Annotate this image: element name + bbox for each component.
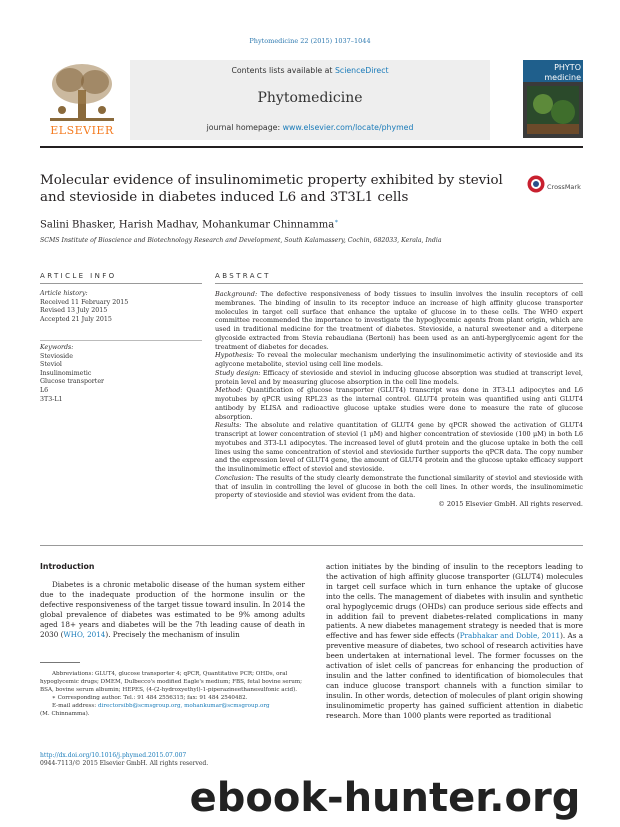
history-received: Received 11 February 2015 xyxy=(40,298,129,306)
abstract-section-label: Method: xyxy=(215,386,243,395)
issn-line: 0944-7113/© 2015 Elsevier GmbH. All rights reserved. xyxy=(40,760,209,767)
keyword-item: Steviol xyxy=(40,361,62,369)
crossmark-label[interactable]: CrossMark xyxy=(547,183,581,191)
article-info-rule xyxy=(40,283,202,284)
email-name: (M. Chinnamma). xyxy=(40,711,90,717)
homepage-line xyxy=(130,123,490,132)
history-accepted: Accepted 21 July 2015 xyxy=(40,315,112,323)
footnote-rule xyxy=(40,662,80,663)
body-separator-rule xyxy=(40,545,583,546)
journal-name: Phytomedicine xyxy=(257,90,363,106)
abstract-results xyxy=(215,421,583,474)
contents-line xyxy=(130,66,490,75)
email-footnote xyxy=(40,702,305,710)
keywords xyxy=(40,344,202,404)
history-label: Article history: xyxy=(40,290,88,297)
intro-text: ). Precisely the mechanism of insulin xyxy=(105,629,240,639)
abstract-section-label: Background: xyxy=(215,290,258,298)
affiliation: SCMS Institute of Bioscience and Biotechnology Research and Development, South Kalamassery, Cochin, 682033, Kerala, India xyxy=(40,237,442,244)
email-prefix: E-mail address: xyxy=(52,703,98,709)
authors-text: Salini Bhasker, Harish Madhav, Mohankumar Chinnamma xyxy=(40,219,335,231)
cover-image xyxy=(527,86,579,134)
keyword-item: L6 xyxy=(40,386,49,394)
abbreviations-footnote: Abbreviations: GLUT4, glucose transporter 4; qPCR, Quantitative PCR; OHDs, oral hypoglycemic drugs; DMEM, Dulbecco's modified Eagle's medium; FBS, fetal bovine serum; BSA, bovine serum albumin; HEPES, (4-(2-hydroxyethyl)-1-piperazineethanesulfonic acid). xyxy=(40,671,303,693)
homepage-prefix: journal homepage: xyxy=(206,123,283,132)
abstract-conclusion xyxy=(215,474,583,500)
journal-reference[interactable]: Phytomedicine 22 (2015) 1037–1044 xyxy=(249,37,371,45)
keyword-item: Insulinomimetic xyxy=(40,369,92,377)
abstract-section-text: Efficacy of stevioside and steviol in inducing glucose absorption was studied at transcript level, protein level and by measuring glucose absorption in the cell line models. xyxy=(215,368,583,386)
homepage-link[interactable]: www.elsevier.com/locate/phymed xyxy=(282,123,414,132)
abstract-background xyxy=(215,290,583,351)
abstract-method xyxy=(215,386,583,421)
abstract-body xyxy=(215,290,583,509)
abstract-study-design xyxy=(215,369,583,387)
history-revised: Revised 13 July 2015 xyxy=(40,307,108,315)
header-rule xyxy=(40,146,583,148)
abstract-section-text: The results of the study clearly demonstrate the functional similarity of steviol and stevioside with that of insulin in controlling the level of glucose in both the cell lines. In other words, the insulinomimetic property of stevioside and steviol was evident from the data. xyxy=(215,473,583,500)
keywords-label: Keywords: xyxy=(40,344,74,351)
email-links[interactable]: directorsibb@scmsgroup.org, mohankumar@scmsgroup.org xyxy=(97,703,270,709)
keyword-item: Glucose transporter xyxy=(40,378,105,386)
article-title: Molecular evidence of insulinomimetic property exhibited by steviol and stevioside in diabetes induced L6 and 3T3L1 cells xyxy=(40,173,503,205)
citation-link[interactable]: WHO, 2014 xyxy=(63,629,106,639)
abstract-heading: ABSTRACT xyxy=(215,272,271,280)
abstract-hypothesis xyxy=(215,351,583,369)
intro-text: Diabetes is a chronic metabolic disease of the human system either due to the inadequate production of the hormone insulin or the defective responsiveness of the target tissue toward insulin. In 2014 the global prevalence of diabetes was estimated to be 9% among adults aged 18+ years and diabetes will be the 7th leading cause of death in 2030 ( xyxy=(40,580,305,639)
abstract-section-label: Results: xyxy=(215,421,242,430)
keywords-rule xyxy=(40,340,202,341)
body-right-column xyxy=(326,562,583,721)
cover-title-line-2: medicine xyxy=(544,73,581,82)
corresponding-author-footnote: ∗ Corresponding author. Tel.: 91 484 2556315; fax: 91 484 2540482. xyxy=(52,695,248,701)
elsevier-logo-text: ELSEVIER xyxy=(50,124,114,137)
abstract-section-text: The absolute and relative quantitation of GLUT4 gene by qPCR showed the activation of GLUT4 transcript at lower concentration of steviol (1 μM) and higher concentration of stevioside (100 μM) in both L6 myotubes and 3T3-L1 adipocytes. The increased level of glut4 protein and the glucose uptake in both the cell lines using the same concentration of steviol and stevioside further supports the qPCR data. The copy number and the expression level of GLUT4 gene, the amount of GLUT4 protein and the glucose uptake efficacy support the insulinomimetic effect of steviol and stevioside. xyxy=(215,421,583,473)
corresponding-author-mark[interactable]: ∗ xyxy=(334,218,339,225)
intro-text: action initiates by the binding of insulin to the receptors leading to the activation of high affinity glucose transporter (GLUT4) molecules in target cell surface which in turn enhance the uptake of glucose into the cells. The management of diabetes with insulin and synthetic oral hypoglycemic drugs (OHDs) can produce serious side effects and in addition fail to prevent diabetes-related complications in many patients. A new diabetes management strategy is needed that is more effective and has fewer side effects ( xyxy=(326,562,583,641)
watermark xyxy=(150,775,620,820)
abstract-section-label: Hypothesis: xyxy=(215,351,254,360)
sciencedirect-link[interactable]: ScienceDirect xyxy=(334,66,389,75)
abstract-section-text: Quantification of glucose transporter (GLUT4) transcript was done in 3T3-L1 adipocytes and L6 myotubes by qPCR using RPL23 as the internal control. GLUT4 protein was quantified using anti GLUT4 antibody by ELISA and radioactive glucose uptake studies were done to measure the rate of glucose absorption. xyxy=(215,386,583,421)
contents-prefix: Contents lists available at xyxy=(231,66,335,75)
intro-text: ). As a preventive measure of diabetes, two school of research activities have been undertaken at international level. The former focusses on the activation of islet cells of pancreas for enhancing the production of insulin and the latter confined to identification of biomolecules that can induce glucose transport channels with a function similar to insulin. In other words, detection of molecules of plant origin showing insulinomimetic property has gained sufficient attention in diabetic research. More than 1000 plants were reported as traditional xyxy=(326,631,583,720)
abstract-section-text: To reveal the molecular mechanism underlying the insulinomimetic activity of stevioside and its aglycone metabolite, steviol using cell line models. xyxy=(215,351,583,368)
keyword-item: 3T3-L1 xyxy=(40,395,63,403)
citation-link[interactable]: Prabhakar and Doble, 2011 xyxy=(459,631,561,641)
abstract-section-label: Study design: xyxy=(215,368,261,377)
keyword-item: Stevioside xyxy=(40,352,73,360)
watermark-text: ebook-hunter.org xyxy=(189,775,581,820)
article-history xyxy=(40,290,202,324)
footnotes xyxy=(40,670,305,718)
author-list xyxy=(40,218,338,230)
abstract-copyright: © 2015 Elsevier GmbH. All rights reserved. xyxy=(438,500,583,508)
abstract-section-text: The defective responsiveness of body tissues to insulin involves the insulin receptors of cell membranes. The binding of insulin to its receptor induce an increase of high affinity glucose transporter molecules in target cell surface that enhance the uptake of glucose in to these cells. The WHO expert committee recommended the importance to investigate the hypoglycemic agents from plant origin, which are used in traditional medicine for the treatment of diabetes. Stevioside, a natural sweetener and a diterpene glycoside extracted from Stevia rebaudiana (Bertoni) has been used as an anti-hyperglycemic agent for the treatment of diabetes for decades. xyxy=(215,290,583,351)
cover-title-line-1: PHYTO xyxy=(554,63,581,72)
crossmark-icon[interactable] xyxy=(527,175,545,193)
article-info-heading: ARTICLE INFO xyxy=(40,272,117,280)
abstract-rule xyxy=(215,283,583,284)
doi-link[interactable]: http://dx.doi.org/10.1016/j.phymed.2015.07.007 xyxy=(40,752,187,759)
introduction-heading: Introduction xyxy=(40,562,95,571)
body-left-column xyxy=(40,580,305,639)
abstract-section-label: Conclusion: xyxy=(215,473,254,482)
